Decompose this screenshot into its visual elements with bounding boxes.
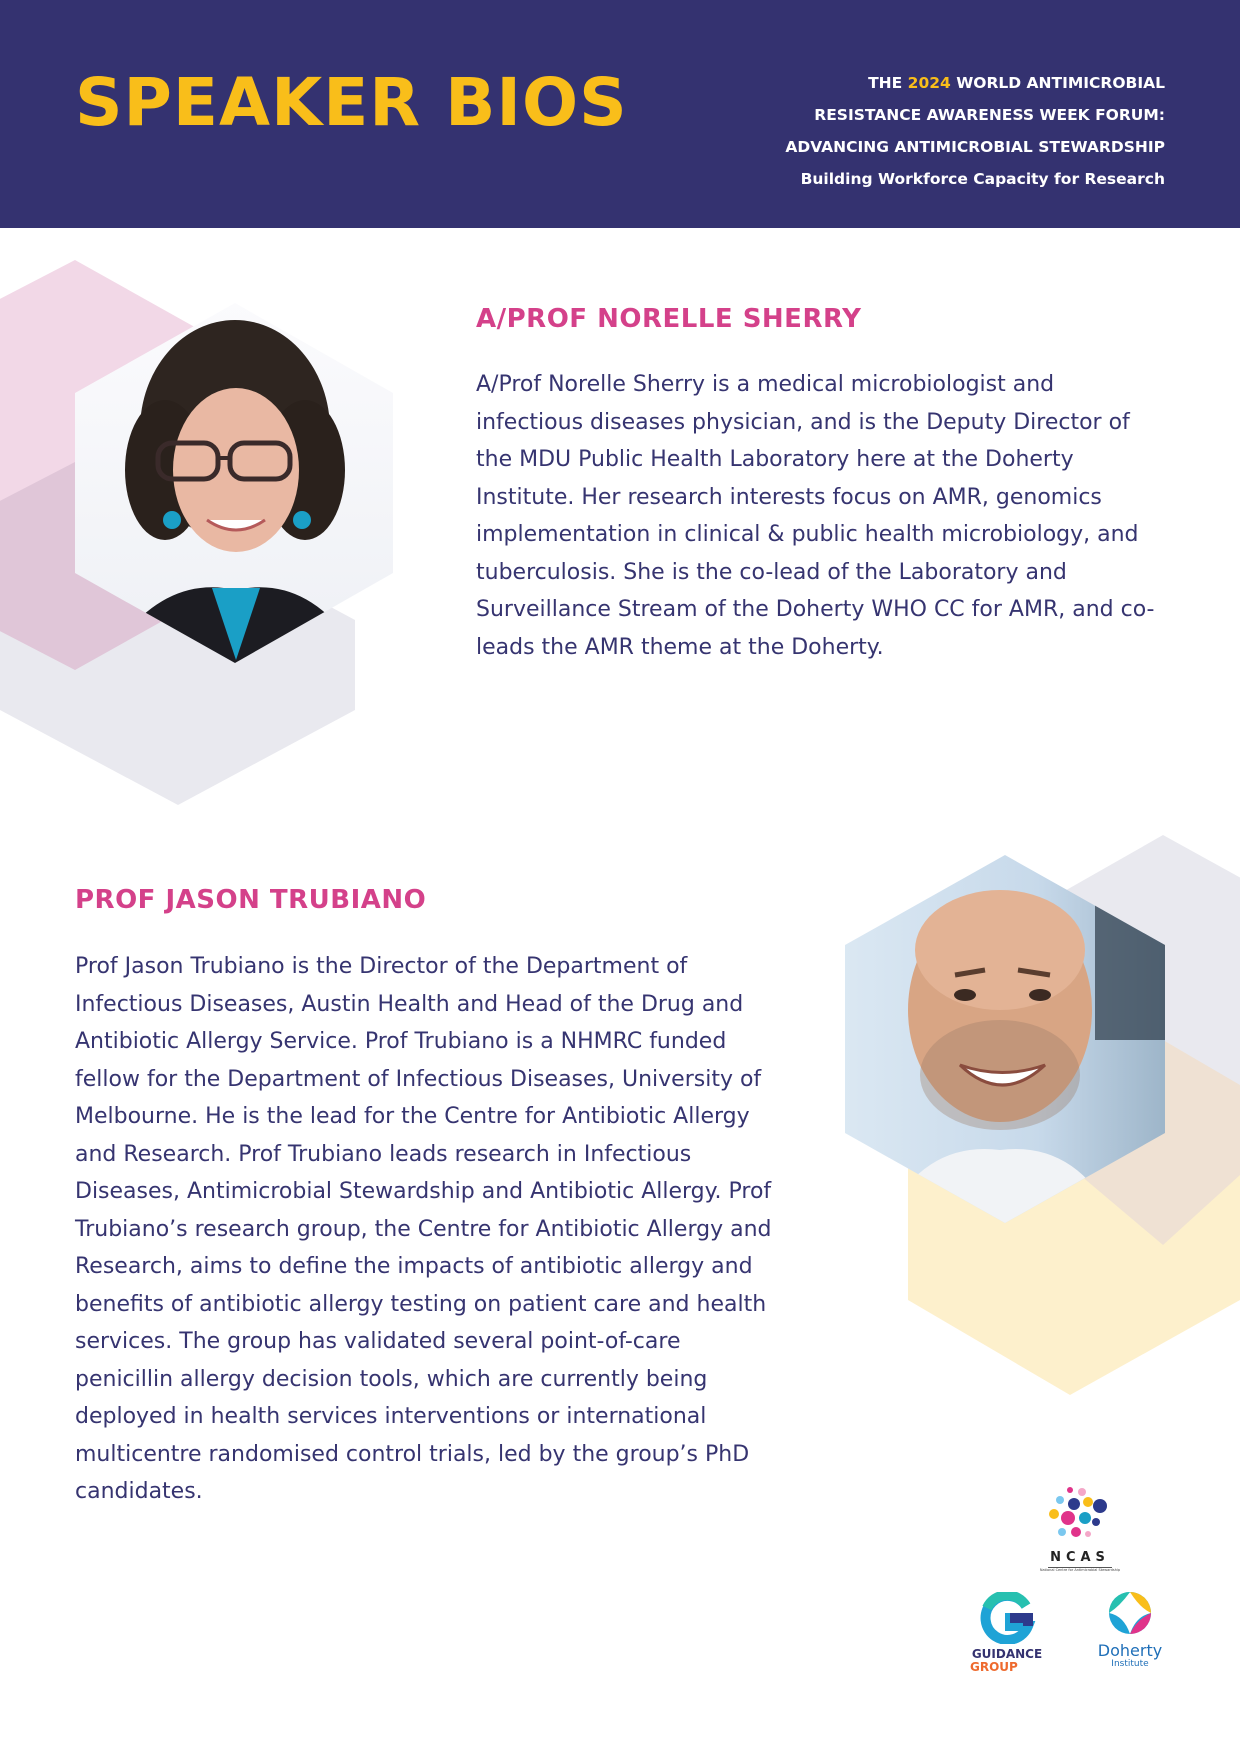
doherty-star-icon — [1090, 1588, 1170, 1638]
guidance-group-logo — [962, 1592, 1052, 1674]
page-title: SPEAKER BIOS — [75, 64, 628, 141]
ncas-subtext: National Centre for Antimicrobial Stewardship — [1039, 1568, 1121, 1572]
speaker-bio-1: A/Prof Norelle Sherry is a medical microbiologist and infectious diseases physician, and is the Deputy Director of the MDU Public Health Laboratory here at the Doherty Institute. Her research interests focus on AMR, genomics implementation in clinical & public health microbiology, and tuberculosis. She is the co-lead of the Laboratory and Surveillance Stream of the Doherty WHO CC for AMR, and co-leads the AMR theme at the Doherty. — [476, 372, 1155, 660]
guidance-g-icon — [962, 1592, 1052, 1644]
ncas-wordmark: NCAS — [1050, 1550, 1110, 1565]
guidance-wordmark-2: GROUP — [970, 1660, 1018, 1674]
forum-subtitle: Building Workforce Capacity for Research — [800, 170, 1165, 188]
forum-year: 2024 — [907, 74, 951, 92]
forum-line-3: ADVANCING ANTIMICROBIAL STEWARDSHIP — [785, 138, 1165, 156]
forum-line-1-prefix: THE — [868, 74, 903, 92]
speaker-name-1: A/PROF NORELLE SHERRY — [476, 304, 862, 334]
doherty-wordmark: Doherty — [1097, 1641, 1163, 1660]
ncas-logo — [1030, 1482, 1130, 1572]
doherty-subwordmark: Institute — [1111, 1659, 1149, 1669]
guidance-wordmark-1: GUIDANCE — [971, 1647, 1043, 1661]
forum-line-1-suffix: WORLD ANTIMICROBIAL — [956, 74, 1165, 92]
speaker-name-2: PROF JASON TRUBIANO — [75, 885, 427, 915]
ncas-dots-icon — [1030, 1482, 1130, 1548]
doherty-institute-logo — [1090, 1588, 1170, 1669]
speaker-bio-2: Prof Jason Trubiano is the Director of the Department of Infectious Diseases, Austin Health and Head of the Drug and Antibiotic Allergy Service. Prof Trubiano is a NHMRC funded fellow for the Department of Infectious Diseases, University of Melbourne. He is the lead for the Centre for Antibiotic Allergy and Research. Prof Trubiano leads research in Infectious Diseases, Antimicrobial Stewardship and Antibiotic Allergy. Prof Trubiano’s research group, the Centre for Antibiotic Allergy and Research, aims to define the impacts of antibiotic allergy and benefits of antibiotic allergy testing on patient care and health services. The group has validated several point-of-care penicillin allergy decision tools, which are currently being deployed in health services interventions or international multicentre randomised control trials, led by the group’s PhD candidates. — [75, 954, 772, 1504]
forum-line-2: RESISTANCE AWARENESS WEEK FORUM: — [814, 106, 1165, 124]
